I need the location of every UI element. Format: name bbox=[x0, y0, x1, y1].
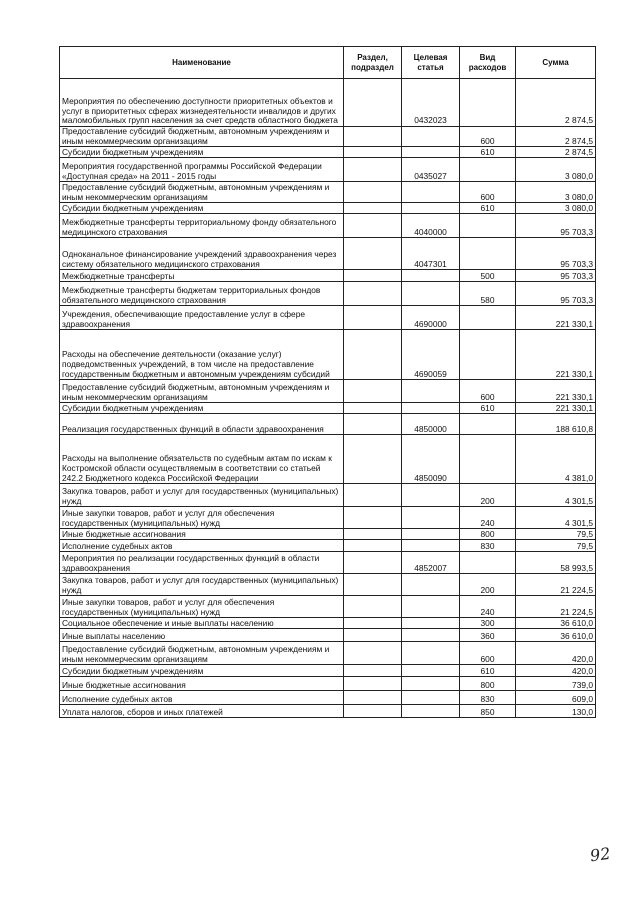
header-section: Раздел, подраздел bbox=[344, 47, 402, 79]
row-target bbox=[402, 380, 460, 403]
row-sum: 95 703,3 bbox=[516, 270, 596, 282]
row-section bbox=[344, 574, 402, 596]
row-type: 800 bbox=[460, 529, 516, 540]
row-name: Реализация государственных функций в области здравоохранения bbox=[60, 414, 344, 435]
row-section bbox=[344, 270, 402, 282]
row-type: 600 bbox=[460, 182, 516, 203]
row-name: Межбюджетные трансферты bbox=[60, 270, 344, 282]
row-sum: 95 703,3 bbox=[516, 238, 596, 270]
row-section bbox=[344, 435, 402, 484]
table-row bbox=[60, 270, 596, 282]
header-target: Целевая статья bbox=[402, 47, 460, 79]
page-number-handwritten: 92 bbox=[588, 843, 612, 866]
row-target bbox=[402, 705, 460, 718]
row-target bbox=[402, 540, 460, 552]
row-sum: 739,0 bbox=[516, 677, 596, 691]
row-section bbox=[344, 705, 402, 718]
row-section bbox=[344, 665, 402, 677]
row-name: Мероприятия государственной программы Российской Федерации «Доступная среда» на 2011 - 2015 годы bbox=[60, 158, 344, 182]
row-type bbox=[460, 306, 516, 330]
row-section bbox=[344, 158, 402, 182]
table-row bbox=[60, 705, 596, 718]
row-type: 200 bbox=[460, 484, 516, 507]
row-type: 200 bbox=[460, 574, 516, 596]
row-name: Иные выплаты населению bbox=[60, 629, 344, 642]
row-sum: 4 381,0 bbox=[516, 435, 596, 484]
row-sum: 420,0 bbox=[516, 665, 596, 677]
row-sum: 79,5 bbox=[516, 540, 596, 552]
row-target bbox=[402, 484, 460, 507]
row-section bbox=[344, 79, 402, 127]
row-sum: 4 301,5 bbox=[516, 507, 596, 529]
row-name: Предоставление субсидий бюджетным, автономным учреждениям и иным некоммерческим организациям bbox=[60, 642, 344, 665]
row-section bbox=[344, 282, 402, 306]
row-target: 4850000 bbox=[402, 414, 460, 435]
row-type: 600 bbox=[460, 127, 516, 147]
table-row bbox=[60, 552, 596, 574]
table-row bbox=[60, 127, 596, 147]
row-sum: 2 874,5 bbox=[516, 127, 596, 147]
row-section bbox=[344, 182, 402, 203]
row-target bbox=[402, 182, 460, 203]
row-section bbox=[344, 618, 402, 629]
header-type: Вид расходов bbox=[460, 47, 516, 79]
row-type bbox=[460, 238, 516, 270]
row-target: 4690000 bbox=[402, 306, 460, 330]
row-type: 240 bbox=[460, 596, 516, 618]
row-sum: 221 330,1 bbox=[516, 380, 596, 403]
row-type: 600 bbox=[460, 380, 516, 403]
row-name: Межбюджетные трансферты бюджетам территориальных фондов обязательного медицинского страхования bbox=[60, 282, 344, 306]
row-name: Закупка товаров, работ и услуг для государственных (муниципальных) нужд bbox=[60, 484, 344, 507]
row-sum: 21 224,5 bbox=[516, 596, 596, 618]
row-name: Субсидии бюджетным учреждениям bbox=[60, 665, 344, 677]
row-section bbox=[344, 552, 402, 574]
row-type bbox=[460, 158, 516, 182]
row-section bbox=[344, 214, 402, 238]
row-section bbox=[344, 484, 402, 507]
row-section bbox=[344, 691, 402, 705]
row-section bbox=[344, 507, 402, 529]
row-target bbox=[402, 529, 460, 540]
row-sum: 58 993,5 bbox=[516, 552, 596, 574]
row-target: 4690059 bbox=[402, 330, 460, 380]
row-target bbox=[402, 691, 460, 705]
table-row bbox=[60, 203, 596, 214]
row-sum: 4 301,5 bbox=[516, 484, 596, 507]
row-name: Исполнение судебных актов bbox=[60, 540, 344, 552]
row-name: Предоставление субсидий бюджетным, автономным учреждениям и иным некоммерческим организациям bbox=[60, 127, 344, 147]
row-section bbox=[344, 380, 402, 403]
row-sum: 2 874,5 bbox=[516, 147, 596, 158]
row-sum: 36 610,0 bbox=[516, 629, 596, 642]
row-sum: 221 330,1 bbox=[516, 403, 596, 414]
row-target: 4852007 bbox=[402, 552, 460, 574]
row-section bbox=[344, 403, 402, 414]
row-target: 0432023 bbox=[402, 79, 460, 127]
row-type: 360 bbox=[460, 629, 516, 642]
row-sum: 21 224,5 bbox=[516, 574, 596, 596]
row-target: 0435027 bbox=[402, 158, 460, 182]
row-sum: 420,0 bbox=[516, 642, 596, 665]
row-target bbox=[402, 596, 460, 618]
row-section bbox=[344, 127, 402, 147]
row-name: Исполнение судебных актов bbox=[60, 691, 344, 705]
row-section bbox=[344, 147, 402, 158]
row-section bbox=[344, 529, 402, 540]
row-section bbox=[344, 203, 402, 214]
row-sum: 95 703,3 bbox=[516, 282, 596, 306]
row-name: Субсидии бюджетным учреждениям bbox=[60, 147, 344, 158]
row-target bbox=[402, 618, 460, 629]
row-section bbox=[344, 629, 402, 642]
row-name: Расходы на обеспечение деятельности (оказание услуг) подведомственных учреждений, в том числе на предоставление государственным бюджетным и автономным учреждениям субсидий bbox=[60, 330, 344, 380]
row-type: 500 bbox=[460, 270, 516, 282]
table-row bbox=[60, 158, 596, 182]
table-row bbox=[60, 677, 596, 691]
row-target bbox=[402, 127, 460, 147]
row-name: Социальное обеспечение и иные выплаты населению bbox=[60, 618, 344, 629]
row-type: 800 bbox=[460, 677, 516, 691]
row-sum: 188 610,8 bbox=[516, 414, 596, 435]
row-target bbox=[402, 574, 460, 596]
row-type: 580 bbox=[460, 282, 516, 306]
row-section bbox=[344, 330, 402, 380]
row-section bbox=[344, 540, 402, 552]
table-row bbox=[60, 306, 596, 330]
table-row bbox=[60, 618, 596, 629]
row-target bbox=[402, 282, 460, 306]
row-type: 850 bbox=[460, 705, 516, 718]
table-row bbox=[60, 182, 596, 203]
row-target bbox=[402, 203, 460, 214]
row-target: 4040000 bbox=[402, 214, 460, 238]
row-type: 830 bbox=[460, 691, 516, 705]
row-target: 4047301 bbox=[402, 238, 460, 270]
row-sum: 221 330,1 bbox=[516, 330, 596, 380]
row-name: Иные бюджетные ассигнования bbox=[60, 529, 344, 540]
row-type bbox=[460, 330, 516, 380]
row-section bbox=[344, 238, 402, 270]
row-name: Субсидии бюджетным учреждениям bbox=[60, 203, 344, 214]
row-sum: 3 080,0 bbox=[516, 158, 596, 182]
row-target bbox=[402, 665, 460, 677]
table-row bbox=[60, 330, 596, 380]
row-name: Мероприятия по реализации государственных функций в области здравоохранения bbox=[60, 552, 344, 574]
row-name: Иные закупки товаров, работ и услуг для обеспечения государственных (муниципальных) нужд bbox=[60, 596, 344, 618]
table-row bbox=[60, 665, 596, 677]
row-target bbox=[402, 677, 460, 691]
table-row bbox=[60, 282, 596, 306]
row-sum: 95 703,3 bbox=[516, 214, 596, 238]
row-type bbox=[460, 79, 516, 127]
row-target bbox=[402, 629, 460, 642]
row-sum: 2 874,5 bbox=[516, 79, 596, 127]
row-name: Межбюджетные трансферты территориальному фонду обязательного медицинского страхования bbox=[60, 214, 344, 238]
row-name: Предоставление субсидий бюджетным, автономным учреждениям и иным некоммерческим организациям bbox=[60, 380, 344, 403]
table-row bbox=[60, 380, 596, 403]
budget-table bbox=[59, 46, 596, 718]
table-header-row bbox=[60, 47, 596, 79]
row-name: Уплата налогов, сборов и иных платежей bbox=[60, 705, 344, 718]
row-sum: 3 080,0 bbox=[516, 203, 596, 214]
row-name: Мероприятия по обеспечению доступности приоритетных объектов и услуг в приоритетных сферах жизнедеятельности инвалидов и других маломобильных групп населения за счет средств областного бюджета bbox=[60, 79, 344, 127]
row-target bbox=[402, 147, 460, 158]
table-row bbox=[60, 507, 596, 529]
row-target: 4850090 bbox=[402, 435, 460, 484]
table-row bbox=[60, 484, 596, 507]
row-type: 830 bbox=[460, 540, 516, 552]
row-type: 610 bbox=[460, 403, 516, 414]
table-body bbox=[60, 79, 596, 718]
table-row bbox=[60, 435, 596, 484]
row-section bbox=[344, 596, 402, 618]
row-name: Учреждения, обеспечивающие предоставление услуг в сфере здравоохранения bbox=[60, 306, 344, 330]
row-name: Предоставление субсидий бюджетным, автономным учреждениям и иным некоммерческим организациям bbox=[60, 182, 344, 203]
row-sum: 221 330,1 bbox=[516, 306, 596, 330]
row-target bbox=[402, 270, 460, 282]
table-row bbox=[60, 596, 596, 618]
row-name: Закупка товаров, работ и услуг для государственных (муниципальных) нужд bbox=[60, 574, 344, 596]
row-name: Субсидии бюджетным учреждениям bbox=[60, 403, 344, 414]
row-type: 610 bbox=[460, 203, 516, 214]
row-sum: 79,5 bbox=[516, 529, 596, 540]
row-target bbox=[402, 403, 460, 414]
row-name: Иные бюджетные ассигнования bbox=[60, 677, 344, 691]
table-row bbox=[60, 574, 596, 596]
row-section bbox=[344, 306, 402, 330]
row-sum: 130,0 bbox=[516, 705, 596, 718]
table-row bbox=[60, 642, 596, 665]
row-type bbox=[460, 435, 516, 484]
table-row bbox=[60, 529, 596, 540]
table-row bbox=[60, 238, 596, 270]
row-target bbox=[402, 642, 460, 665]
row-name: Расходы на выполнение обязательств по судебным актам по искам к Костромской области осуществляемым в соответствии со статьей 242.2 Бюджетного кодекса Российской Федерации bbox=[60, 435, 344, 484]
header-name: Наименование bbox=[60, 47, 344, 79]
table-row bbox=[60, 147, 596, 158]
table-row bbox=[60, 540, 596, 552]
table-row bbox=[60, 214, 596, 238]
table-row bbox=[60, 403, 596, 414]
row-type: 610 bbox=[460, 665, 516, 677]
row-section bbox=[344, 414, 402, 435]
table-row bbox=[60, 414, 596, 435]
row-sum: 3 080,0 bbox=[516, 182, 596, 203]
row-type: 240 bbox=[460, 507, 516, 529]
row-type: 600 bbox=[460, 642, 516, 665]
row-type bbox=[460, 414, 516, 435]
row-section bbox=[344, 642, 402, 665]
row-section bbox=[344, 677, 402, 691]
row-type bbox=[460, 214, 516, 238]
row-type bbox=[460, 552, 516, 574]
row-name: Иные закупки товаров, работ и услуг для обеспечения государственных (муниципальных) нужд bbox=[60, 507, 344, 529]
table-row bbox=[60, 691, 596, 705]
row-type: 300 bbox=[460, 618, 516, 629]
table-row bbox=[60, 629, 596, 642]
row-target bbox=[402, 507, 460, 529]
header-sum: Сумма bbox=[516, 47, 596, 79]
row-type: 610 bbox=[460, 147, 516, 158]
row-sum: 609,0 bbox=[516, 691, 596, 705]
table-row bbox=[60, 79, 596, 127]
row-sum: 36 610,0 bbox=[516, 618, 596, 629]
row-name: Одноканальное финансирование учреждений здравоохранения через систему обязательного медицинского страхования bbox=[60, 238, 344, 270]
